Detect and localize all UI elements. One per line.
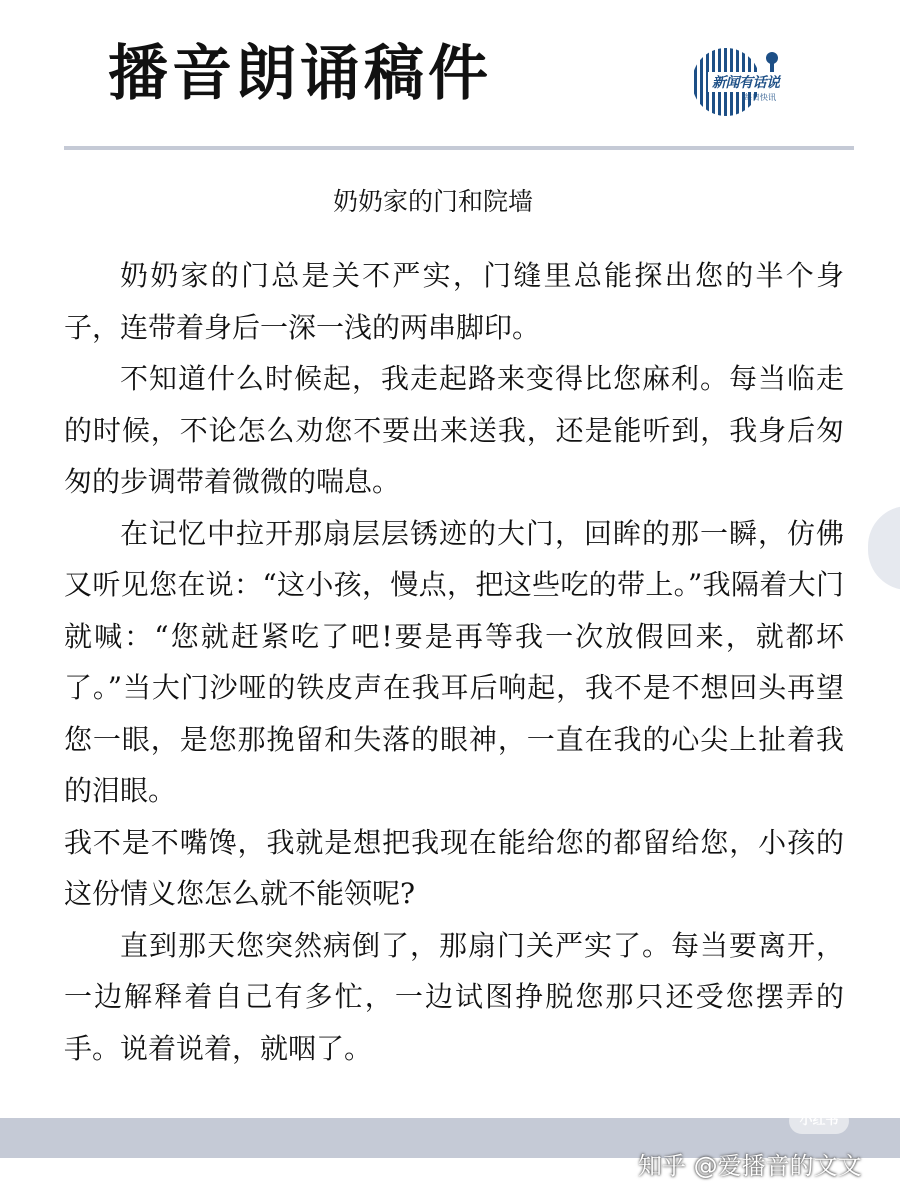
logo-subtitle: 每日快讯 xyxy=(744,93,776,102)
side-decoration xyxy=(868,506,900,590)
footer-credit-watermark: 知乎 @爱播音的文文 xyxy=(638,1152,862,1180)
platform-watermark-badge: 小红书 xyxy=(789,1108,849,1134)
header-title: 播音朗诵稿件 xyxy=(108,39,492,109)
paragraph: 奶奶家的门总是关不严实，门缝里总能探出您的半个身子，连带着身后一深一浅的两串脚印。 xyxy=(64,259,844,344)
paragraph: 直到那天您突然病倒了，那扇门关严实了。每当要离开，一边解释着自己有多忙，一边试图挣脱您那只还受您摆弄的手。说着说着，就咽了。 xyxy=(64,928,844,1065)
header-divider xyxy=(64,146,854,150)
paragraph: 在记忆中拉开那扇层层锈迹的大门，回眸的那一瞬，仿佛又听见您在说：“这小孩，慢点，把这些吃的带上。”我隔着大门就喊：“您就赶紧吃了吧!要是再等我一次放假回来，就都坏了。”当大门沙哑的铁皮声在我耳后响起，我不是不想回头再望您一眼，是您那挽留和失落的眼神，一直在我的心尖上扯着我的泪眼。 xyxy=(64,516,844,807)
paragraph: 我不是不嘴馋，我就是想把我现在能给您的都留给您，小孩的这份情义您怎么就不能领呢? xyxy=(64,825,844,910)
document-title: 奶奶家的门和院墙 xyxy=(332,187,533,216)
news-logo xyxy=(690,46,802,118)
document-body xyxy=(64,250,844,1074)
logo-name: 新闻有话说 xyxy=(712,75,780,91)
paragraph: 不知道什么时候起，我走起路来变得比您麻利。每当临走的时候，不论怎么劝您不要出来送我，还是能听到，我身后匆匆的步调带着微微的喘息。 xyxy=(64,362,844,498)
